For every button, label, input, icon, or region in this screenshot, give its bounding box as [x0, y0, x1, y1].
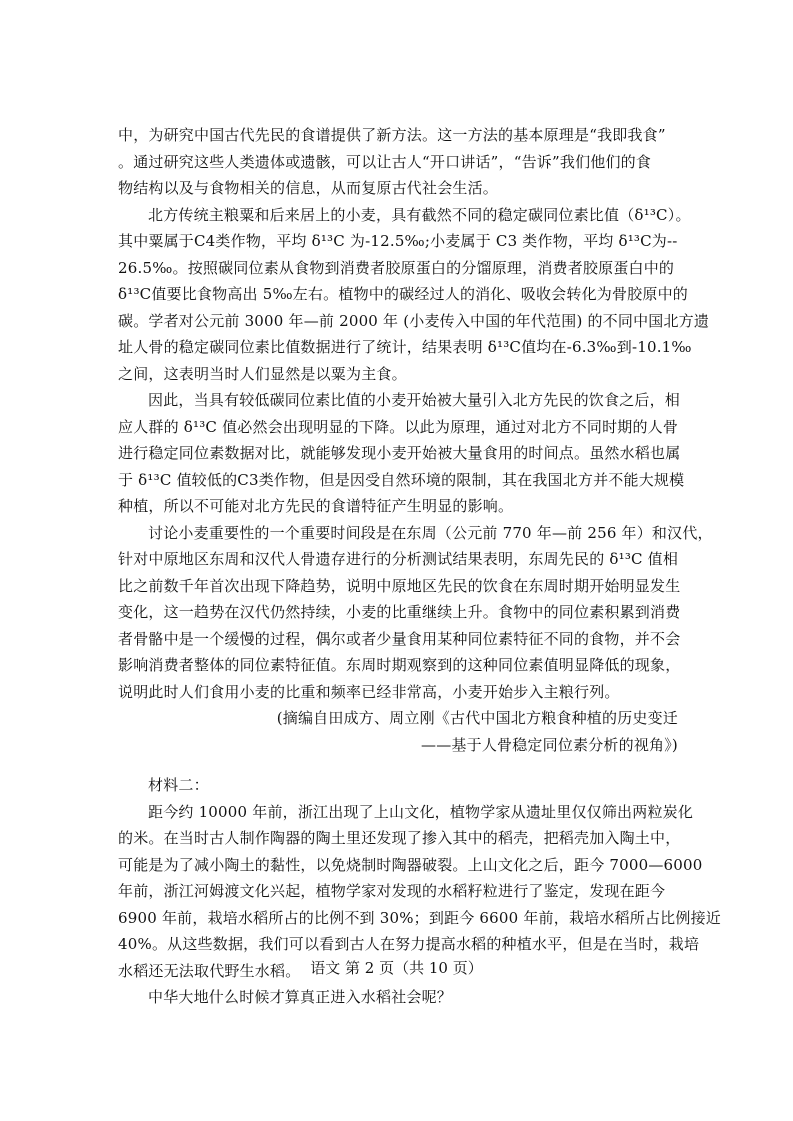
text-line: 。通过研究这些人类遗体或遗骸，可以让古人“开口讲话”，“告诉”我们他们的食: [118, 152, 652, 171]
text-line: 说明此时人们食用小麦的比重和频率已经非常高，小麦开始步入主粮行列。: [118, 682, 620, 701]
section-spacer: [118, 758, 678, 772]
text-line: 变化，这一趋势在汉代仍然持续，小麦的比重继续上升。食物中的同位素积累到消费: [118, 603, 681, 621]
paragraph-3: [118, 387, 685, 520]
text-line: 40%。从这些数据，我们可以看到古人在努力提高水稻的种植水平，但是在当时，栽培: [118, 935, 700, 953]
text-line: 种植，所以不可能对北方先民的食谱特征产生明显的影响。: [118, 497, 514, 515]
text-line: 址人骨的稳定碳同位素比值数据进行了统计，结果表明 δ¹³C值均在-6.3‰到-10.1‰: [118, 338, 692, 356]
text-line: 可能是为了减小陶土的黏性，以免烧制时陶器破裂。上山文化之后，距今 7000—6000: [118, 855, 703, 874]
text-line: 者骨骼中是一个缓慢的过程，偶尔或者少量食用某种同位素特征不同的食物，并不会: [118, 629, 681, 648]
page-footer: 语文 第 2 页（共 10 页）: [310, 959, 483, 977]
text-line: 水稻还无法取代野生水稻。: [118, 961, 301, 980]
paragraph-2: [118, 202, 710, 388]
citation: [118, 705, 678, 758]
text-line: 于 δ¹³C 值较低的C3类作物，但是因受自然环境的限制，其在我国北方并不能大规模: [118, 470, 685, 489]
paragraph-4: [118, 520, 713, 706]
text-line: 年前，浙江河姆渡文化兴起，植物学家对发现的水稻籽粒进行了鉴定，发现在距今: [118, 882, 666, 900]
text-line: 讨论小麦重要性的一个重要时间段是在东周（公元前 770 年—前 256 年）和汉代，: [148, 523, 713, 542]
text-line: 中华大地什么时候才算真正进入水稻社会呢？: [148, 988, 453, 1006]
text-line: 中，为研究中国古代先民的食谱提供了新方法。这一方法的基本原理是“我即我食”: [118, 126, 666, 144]
text-line: 的米。在当时古人制作陶器的陶土里还发现了掺入其中的稻壳，把稻壳加入陶土中，: [118, 829, 681, 847]
text-line: 6900 年前，栽培水稻所占的比例不到 30%；到距今 6600 年前，栽培水稻所占比例接近: [118, 908, 721, 927]
text-line: 比之前数千年首次出现下降趋势，说明中原地区先民的饮食在东周时期开始明显发生: [118, 576, 681, 595]
citation-line: (摘编自田成方、周立刚《古代中国北方粮食种植的历史变迁: [276, 709, 678, 727]
text-line: 影响消费者整体的同位素特征值。东周时期观察到的这种同位素值明显降低的现象，: [118, 656, 681, 674]
paragraph-6: [118, 984, 678, 1011]
citation-line: ——基于人骨稳定同位素分析的视角》): [421, 735, 678, 754]
text-line: 应人群的 δ¹³C 值必然会出现明显的下降。以此为原理，通过对北方不同时期的人骨: [118, 417, 679, 436]
text-line: 北方传统主粮粟和后来居上的小麦，具有截然不同的稳定碳同位素比值（δ¹³C）。: [148, 205, 691, 224]
paragraph-1: [118, 122, 678, 202]
text-line: δ¹³C值要比食物高出 5‰左右。植物中的碳经过人的消化、吸收会转化为骨胶原中的: [118, 285, 688, 303]
text-line: 因此，当具有较低碳同位素比值的小麦开始被大量引入北方先民的饮食之后，相: [148, 391, 681, 409]
text-line: 物结构以及与食物相关的信息，从而复原古代社会生活。: [118, 179, 499, 197]
section-heading: 材料二：: [148, 776, 209, 794]
text-line: 之间，这表明当时人们显然是以粟为主食。: [118, 364, 407, 383]
text-line: 进行稳定同位素数据对比，就能够发现小麦开始被大量食用的时间点。虽然水稻也属: [118, 444, 681, 462]
text-line: 针对中原地区东周和汉代人骨遗存进行的分析测试结果表明，东周先民的 δ¹³C 值相: [118, 550, 679, 568]
text-line: 距今约 10000 年前，浙江出现了上山文化，植物学家从遗址里仅仅筛出两粒炭化: [148, 802, 694, 821]
document-page: [118, 122, 721, 1011]
text-line: 其中粟属于C4类作物，平均 δ¹³C 为-12.5‰;小麦属于 C3 类作物，平均 δ¹³C为--: [118, 232, 678, 250]
text-line: 26.5‰。按照碳同位素从食物到消费者胶原蛋白的分馏原理，消费者胶原蛋白中的: [118, 258, 675, 277]
text-line: 碳。学者对公元前 3000 年—前 2000 年 (小麦传入中国的年代范围) 的不同中国北方遗: [118, 311, 710, 330]
